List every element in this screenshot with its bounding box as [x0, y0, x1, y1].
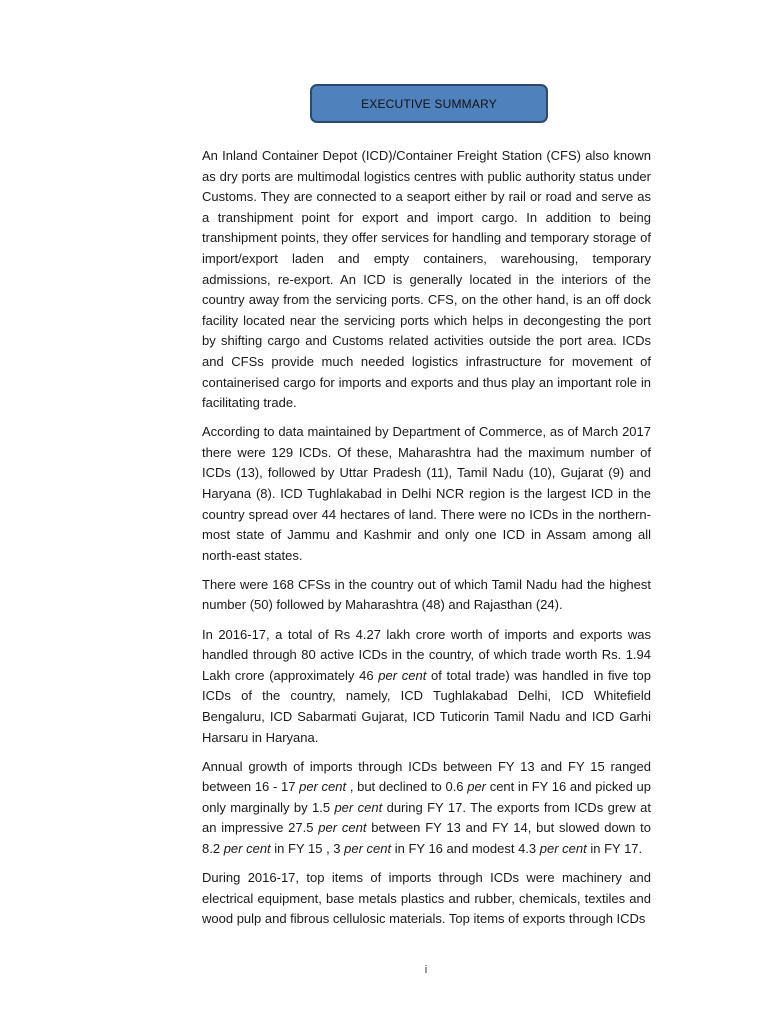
paragraph-3 — [202, 575, 651, 616]
text-run: in FY 17. — [586, 841, 643, 856]
text-run: During 2016-17, top items of imports through ICDs were machinery and electrical equipment, base metals plastics and rubber, chemicals, textiles and wood pulp and fibrous cellulosic materials. Top items of exports through ICDs — [202, 870, 651, 927]
text-run: There were 168 CFSs in the country out of which Tamil Nadu had the highest number (50) followed by Maharashtra (48) and Rajasthan (24). — [202, 576, 651, 613]
text-run: in FY 15 , 3 — [270, 841, 345, 856]
paragraph-6 — [202, 868, 651, 930]
body-text — [202, 146, 651, 938]
text-run: , but declined to 0.6 — [346, 779, 468, 795]
paragraph-2 — [202, 422, 651, 566]
italic-text: per cent — [334, 799, 383, 815]
text-run: during FY 17. The exports from ICDs grew at an impressive 27.5 — [202, 799, 651, 836]
executive-summary-heading — [310, 84, 548, 123]
paragraph-5 — [202, 757, 651, 860]
text-run: In 2016-17, a total of Rs 4.27 lakh crore worth of imports and exports was handled through 80 active ICDs in the country, of which trade worth Rs. 1.94 Lakh crore (approximately 46 — [202, 626, 651, 683]
text-run: An Inland Container Depot (ICD)/Container Freight Station (CFS) also known as dry ports are multimodal logistics centres with public authority status under Customs. They are connected to a seaport either by rail or road and serve as a transhipment point for export and import cargo. In addition to being transhipment points, they offer services for handling and temporary storage of import/export laden and empty containers, warehousing, temporary admissions, re-export. An ICD is generally located in the interiors of the country away from the servicing ports. CFS, on the other hand, is an off dock facility located near the servicing ports which helps in decongesting the port by shifting cargo and Customs related activities outside the port area. ICDs and CFSs provide much needed logistics infrastructure for movement of containerised cargo for imports and exports and thus play an important role in facilitating trade. — [202, 148, 651, 411]
text-run: between FY 13 and FY 14, but slowed down to 8.2 — [202, 820, 651, 856]
italic-text: per cent — [318, 820, 367, 836]
text-run: in FY 16 and modest 4.3 — [391, 841, 540, 856]
italic-text: per cent — [344, 841, 392, 856]
paragraph-4 — [202, 625, 651, 749]
italic-text: per — [467, 779, 487, 795]
italic-text: per cent — [378, 667, 427, 683]
italic-text: per cent — [299, 779, 347, 795]
text-run: of total trade) was handled in five top ICDs of the country, namely, ICD Tughlakabad Delhi, ICD Whitefield Bengaluru, ICD Sabarmati Gujarat, ICD Tuticorin Tamil Nadu and ICD Garhi Harsaru in Haryana. — [202, 667, 651, 745]
text-run: According to data maintained by Department of Commerce, as of March 2017 there were 129 ICDs. Of these, Maharashtra had the maximum number of ICDs (13), followed by Uttar Pradesh (11), Tamil Nadu (10), Gujarat (9) and Haryana (8). ICD Tughlakabad in Delhi NCR region is the largest ICD in the country spread over 44 hectares of land. There were no ICDs in the northern-most state of Jammu and Kashmir and only one ICD in Assam among all north-east states. — [202, 424, 651, 563]
heading-text: EXECUTIVE SUMMARY — [361, 96, 497, 111]
text-run: cent in FY 16 and picked up only marginally by 1.5 — [202, 779, 651, 815]
paragraph-1 — [202, 146, 651, 414]
italic-text: per cent — [223, 841, 271, 856]
text-run: Annual growth of imports through ICDs between FY 13 and FY 15 ranged between 16 - 17 — [202, 758, 651, 795]
italic-text: per cent — [539, 841, 587, 856]
page-number: i — [424, 964, 428, 976]
